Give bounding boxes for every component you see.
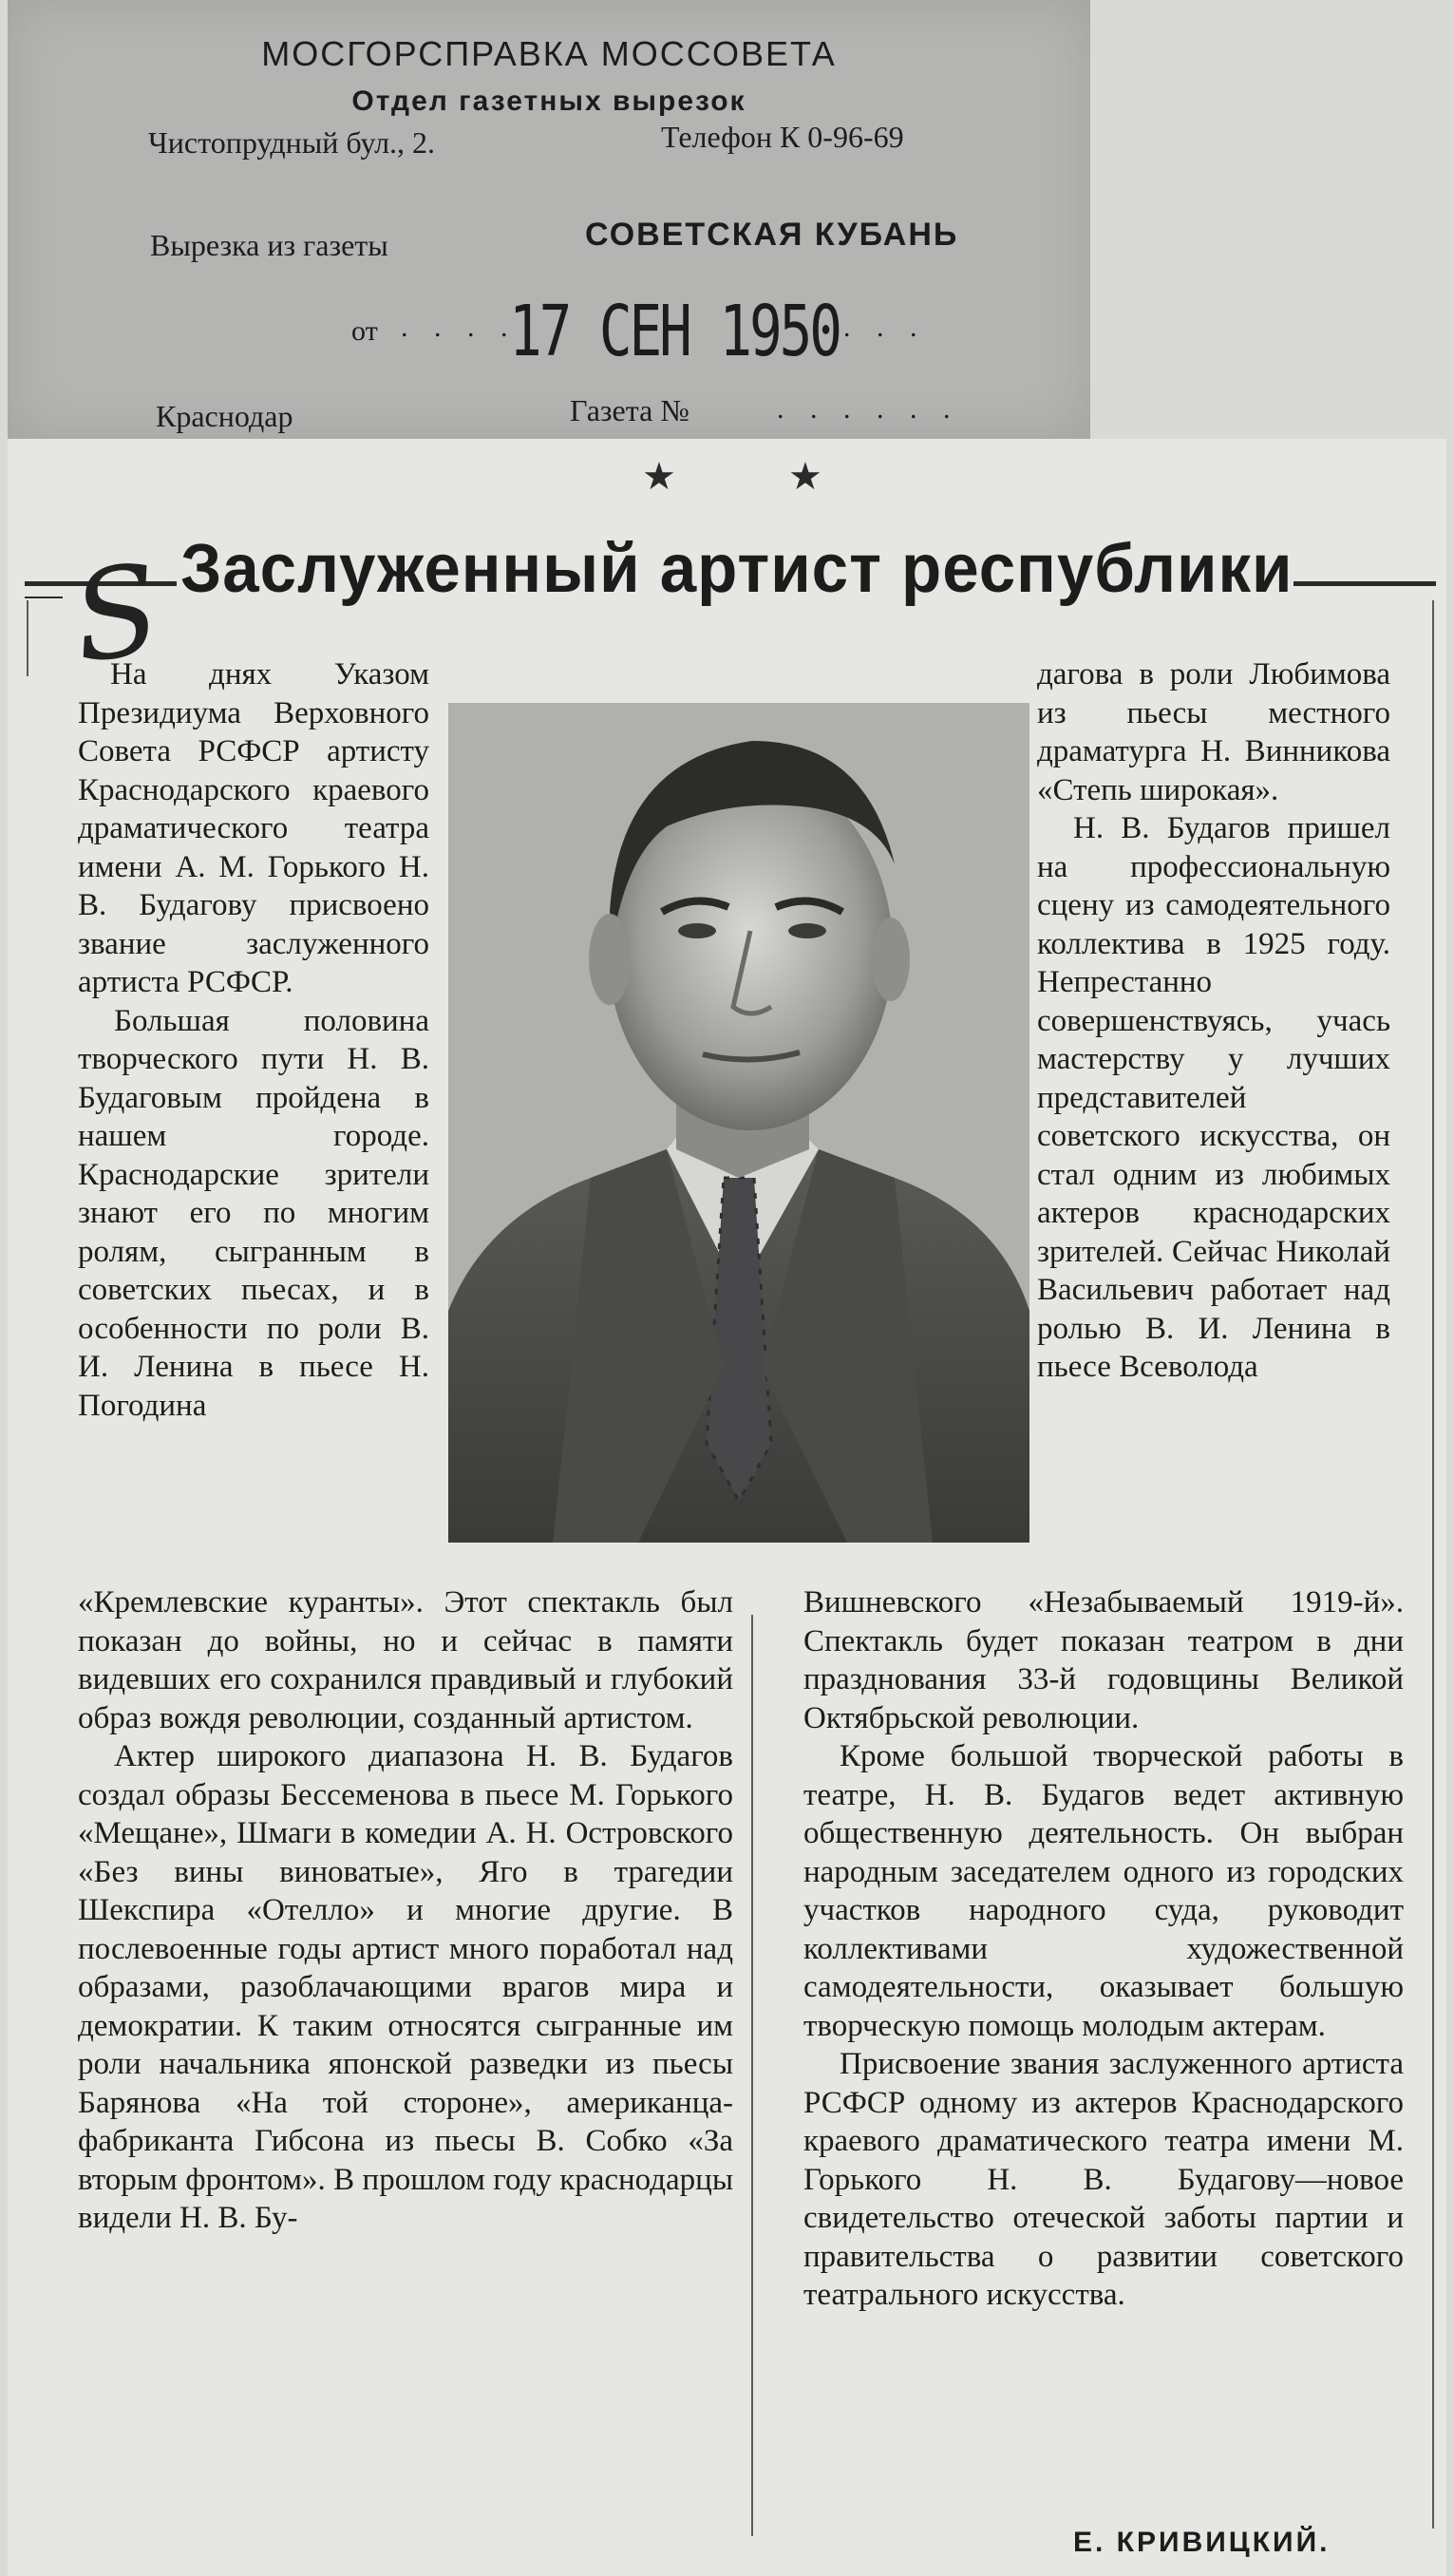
star-icon: ★ <box>642 455 676 498</box>
author-signature: Е. КРИВИЦКИЙ. <box>1073 2527 1331 2558</box>
city-label: Краснодар <box>156 399 293 433</box>
department-name: Отдел газетных вырезок <box>351 85 746 117</box>
bureau-address: Чистопрудный бул., 2. <box>148 125 436 160</box>
paragraph: Кроме большой творческой работы в театре, Н. В. Будагов ведет активную общественную деятельность. Он выбран народным заседателем одного из городских участков народного суда, руководит коллективами художественной самодеятельности, оказывает большую творческую помощь молодым актерам. <box>803 1739 1404 2043</box>
headline-rule-right <box>1293 581 1436 586</box>
cut-from-label: Вырезка из газеты <box>150 228 388 262</box>
paragraph: дагова в роли Любимова из пьесы местного драматурга Н. Винникова «Степь широкая». <box>1037 657 1390 807</box>
paragraph: Актер широкого диапазона Н. В. Будагов создал образы Бессеменова в пьесе М. Горького «Мещане», Шмаги в комедии А. Н. Островского «Без вины виноватые», Яго в трагедии Шекспира «Отелло» и многие другие. В послевоенные годы артист много поработал над образами, разоблачающими врагов мира и демократии. К таким относятся сыгранные им роли начальника японской разведки из пьесы Барянова «На той стороне», американца-фабриканта Гибсона из пьесы В. Собко «За вторым фронтом». В прошлом году краснодарцы видели Н. В. Бу- <box>78 1739 733 2235</box>
date-stamp: 17 СЕН 1950 <box>509 291 840 372</box>
date-from-label: от <box>351 315 378 347</box>
newspaper-name: СОВЕТСКАЯ КУБАНЬ <box>585 217 959 253</box>
bureau-name: МОСГОРСПРАВКА МОССОВЕТА <box>261 34 837 73</box>
paragraph: «Кремлевские куранты». Этот спектакль был показан до войны, но и сейчас в памяти видевших его сохранился правдивый и глубокий образ вождя революции, созданный артистом. <box>78 1585 733 1735</box>
column-rule <box>1432 600 1434 2529</box>
paragraph: Присвоение звания заслуженного артиста РСФСР одному из актеров Краснодарского краевого драматического театра имени М. Горького Н. В. Будагову—новое свидетельство отеческой заботы партии и правительства о развитии советского театрального искусства. <box>803 2047 1404 2312</box>
headline-rule-left-thin <box>25 597 63 598</box>
paragraph: На днях Указом Президиума Верховного Совета РСФСР артисту Краснодарского краевого драматического театра имени А. М. Горького Н. В. Будагову присвоено звание заслуженного артиста РСФСР. <box>78 657 429 999</box>
column-rule <box>751 1615 753 2536</box>
clipping-label <box>8 0 1090 439</box>
article-column-left-bottom <box>78 1583 733 2238</box>
handwritten-mark: S <box>64 536 169 691</box>
article-column-left-top <box>78 655 429 1425</box>
paragraph: Вишневского «Незабываемый 1919-й». Спектакль будет показан театром в дни празднования 33-й годовщины Великой Октябрьской революции. <box>803 1585 1404 1735</box>
portrait-illustration <box>448 703 1029 1543</box>
gazette-number-label: Газета № <box>570 393 689 427</box>
star-icon: ★ <box>788 455 822 498</box>
dotted-leader: . . . . <box>401 312 518 343</box>
paragraph: Н. В. Будагов пришел на профессиональную сцену из самодеятельного коллектива в 1925 году. Непрестанно совершенствуясь, учась мастерству у лучших представителей советского искусства, он стал одним из любимых актеров краснодарских зрителей. Сейчас Николай Васильевич работает над ролью В. И. Ленина в пьесе Всеволода <box>1037 811 1390 1384</box>
bureau-phone: Телефон К 0-96-69 <box>661 120 904 154</box>
article-column-right-bottom <box>803 1583 1404 2315</box>
dotted-leader: . . . <box>843 312 927 343</box>
article-column-right-top <box>1037 655 1390 1387</box>
portrait-photo <box>448 703 1029 1543</box>
paragraph: Большая половина творческого пути Н. В. Будаговым пройдена в нашем городе. Краснодарские зрители знают его по многим ролям, сыгранным в советских пьесах, и в особенности по роли В. И. Ленина в пьесе Н. Погодина <box>78 1003 429 1423</box>
dotted-leader: . . . . . . <box>777 393 960 425</box>
article-headline: Заслуженный артист республики <box>180 531 1293 607</box>
column-rule <box>27 600 28 676</box>
